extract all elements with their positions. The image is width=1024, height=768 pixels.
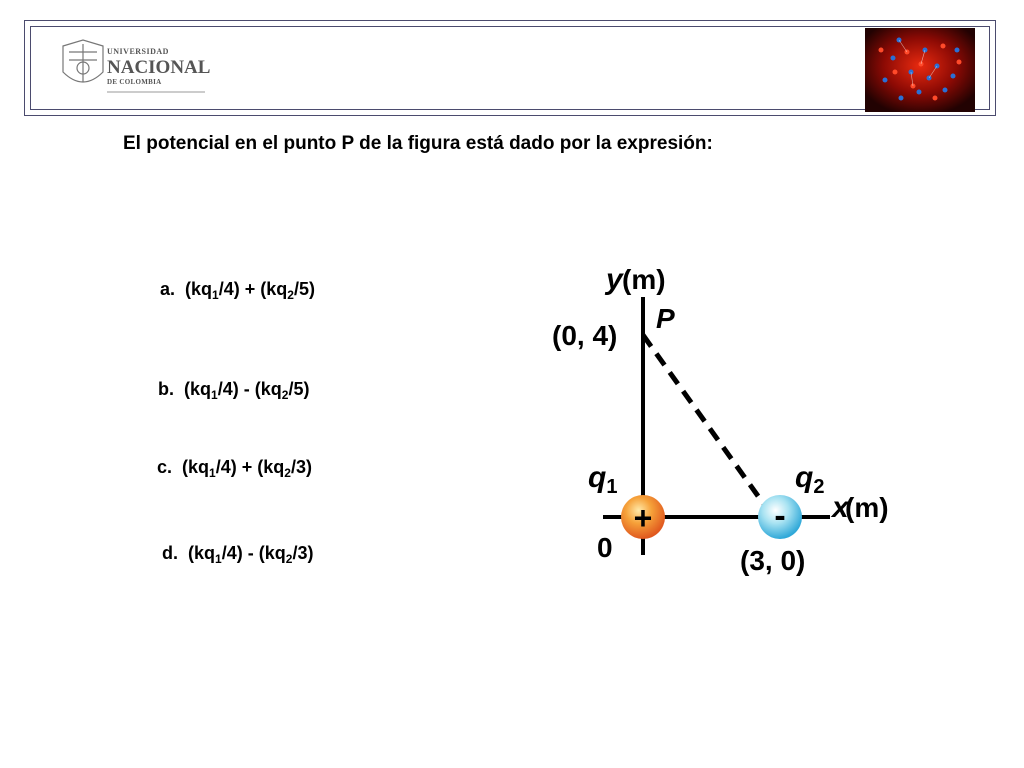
denominator: 4 (220, 457, 231, 477)
operator: - (243, 379, 250, 399)
logo-line-2: NACIONAL (107, 57, 211, 78)
subscript: 2 (285, 552, 293, 566)
operator: + (244, 279, 256, 299)
logo-line-1: UNIVERSIDAD (107, 47, 169, 56)
denominator: 3 (295, 457, 306, 477)
option-letter: d. (162, 543, 178, 563)
point-coords: (0, 4) (552, 320, 618, 351)
option-a[interactable]: a. $(kq_1/4) + (kq_2/5)$ (160, 279, 315, 302)
operator: - (247, 543, 254, 563)
denominator: 4 (222, 379, 233, 399)
subscript: 2 (281, 388, 289, 402)
distance-line (643, 335, 773, 517)
particles-image (865, 28, 975, 112)
option-letter: a. (160, 279, 176, 299)
denominator: 5 (293, 379, 304, 399)
positive-sign: + (633, 500, 653, 536)
y-axis-var: y (606, 263, 623, 296)
option-c[interactable]: c. $(kq_1/4) + (kq_2/3)$ (157, 457, 312, 480)
negative-sign: - (774, 497, 786, 535)
x-axis-var: x (832, 491, 849, 524)
x-axis-unit: (m) (845, 492, 889, 523)
denominator: 5 (298, 279, 309, 299)
subscript: 1 (215, 552, 222, 566)
question-title: El potencial en el punto P de la figura está dado por la expresión: (123, 133, 713, 154)
university-logo-text (107, 48, 210, 86)
subscript: 1 (209, 466, 216, 480)
option-letter: b. (158, 379, 174, 399)
point-label: P (656, 303, 675, 334)
subscript: 2 (287, 288, 294, 302)
subscript: 2 (284, 466, 291, 480)
y-axis-unit: (m) (622, 264, 666, 295)
subscript: 1 (211, 388, 218, 402)
q1-symbol: $q_1$ (588, 461, 618, 498)
logo-line-3: DE COLOMBIA (107, 78, 162, 86)
option-letter: c. (157, 457, 173, 477)
q2-coords: (3, 0) (740, 545, 806, 576)
denominator: 3 (297, 543, 308, 563)
denominator: 4 (223, 279, 234, 299)
subscript: 1 (212, 288, 219, 302)
q2-symbol: $q_2$ (795, 461, 825, 498)
denominator: 4 (226, 543, 237, 563)
origin-label: 0 (597, 532, 613, 563)
option-d[interactable]: d. $(kq_1/4) - (kq_2/3)$ (162, 543, 314, 566)
charge-diagram (540, 255, 920, 585)
option-b[interactable]: b. $(kq_1/4) - (kq_2/5)$ (158, 379, 310, 402)
operator: + (241, 457, 253, 477)
